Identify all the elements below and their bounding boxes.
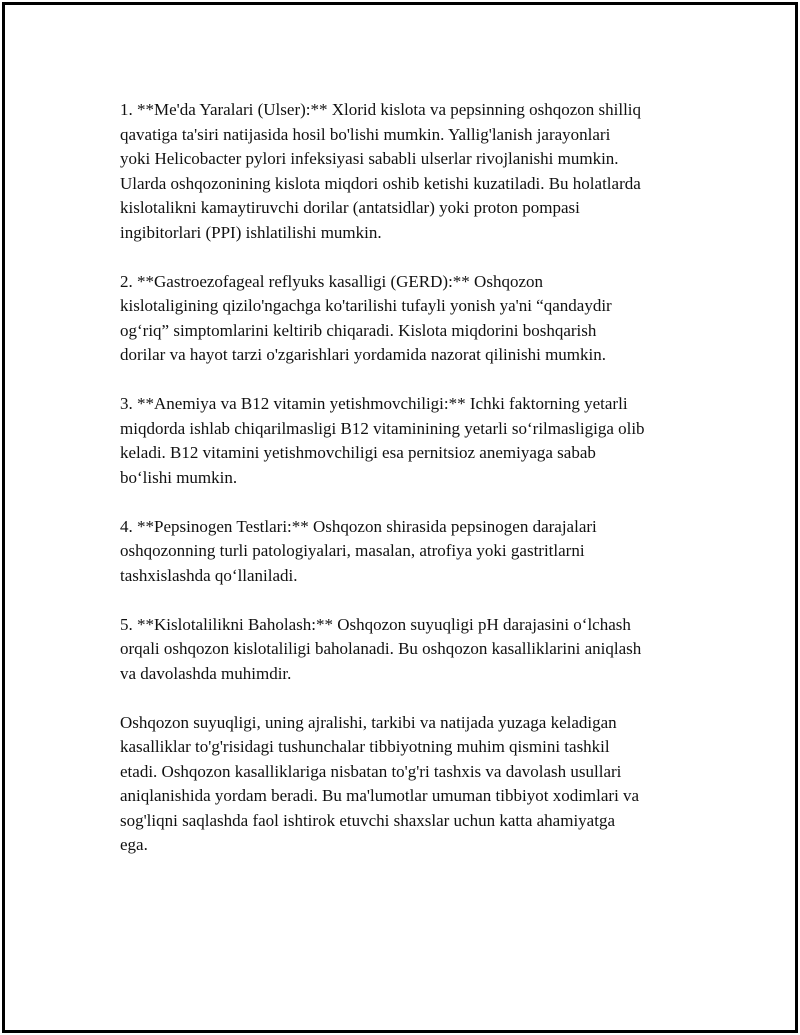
page-frame xyxy=(2,2,798,1033)
paragraph-conclusion: Oshqozon suyuqligi, uning ajralishi, tarkibi va natijada yuzaga keladigan kasalliklar to'g'risidagi tushunchalar tibbiyotning muhim qismini tashkil etadi. Oshqozon kasalliklariga nisbatan to'g'ri tashxis va davolash usullari aniqlanishida yordam beradi. Bu ma'lumotlar umuman tibbiyot xodimlari va sog'liqni saqlashda faol ishtirok etuvchi shaxslar uchun katta ahamiyatga ega. xyxy=(120,712,640,854)
paragraph-gerd: 2. **Gastroezofageal reflyuks kasalligi (GERD):** Oshqozon kislotaligining qizilo'ngachga ko'tarilishi tufayli yonish ya'ni “qandaydir og‘riq” simptomlarini keltirib chiqaradi. Kislota miqdorini boshqarish dorilar va hayot tarzi o'zgarishlari yordamida nazorat qilinishi mumkin. xyxy=(120,271,612,364)
paragraph-pepsinogen-tests: 4. **Pepsinogen Testlari:** Oshqozon shirasida pepsinogen darajalari oshqozonning turli patologiyalari, masalan, atrofiya yoki gastritlarni tashxislashda qo‘llaniladi. xyxy=(120,516,597,585)
document-body xyxy=(120,98,700,882)
paragraph-acidity-assessment: 5. **Kislotalilikni Baholash:** Oshqozon suyuqligi pH darajasini o‘lchash orqali oshqozon kislotaliligi baholanadi. Bu oshqozon kasalliklarini aniqlash va davolashda muhimdir. xyxy=(120,614,642,683)
paragraph-anemia-b12: 3. **Anemiya va B12 vitamin yetishmovchiligi:** Ichki faktorning yetarli miqdorda ishlab chiqarilmasligi B12 vitaminining yetarli so‘rilmasligiga olib keladi. B12 vitamini yetishmovchiligi esa pernitsioz anemiyaga sabab bo‘lishi mumkin. xyxy=(120,394,645,487)
paragraph-peptic-ulcer: 1. **Me'da Yaralari (Ulser):** Xlorid kislota va pepsinning oshqozon shilliq qavatiga ta'siri natijasida hosil bo'lishi mumkin. Yallig'lanish jarayonlari yoki Helicobacter pylori infeksiyasi sababli ulserlar rivojlanishi mumkin. Ularda oshqozonining kislota miqdori oshib ketishi kuzatiladi. Bu holatlarda kislotalikni kamaytiruvchi dorilar (antatsidlar) yoki proton pompasi ingibitorlari (PPI) ishlatilishi mumkin. xyxy=(120,100,642,242)
